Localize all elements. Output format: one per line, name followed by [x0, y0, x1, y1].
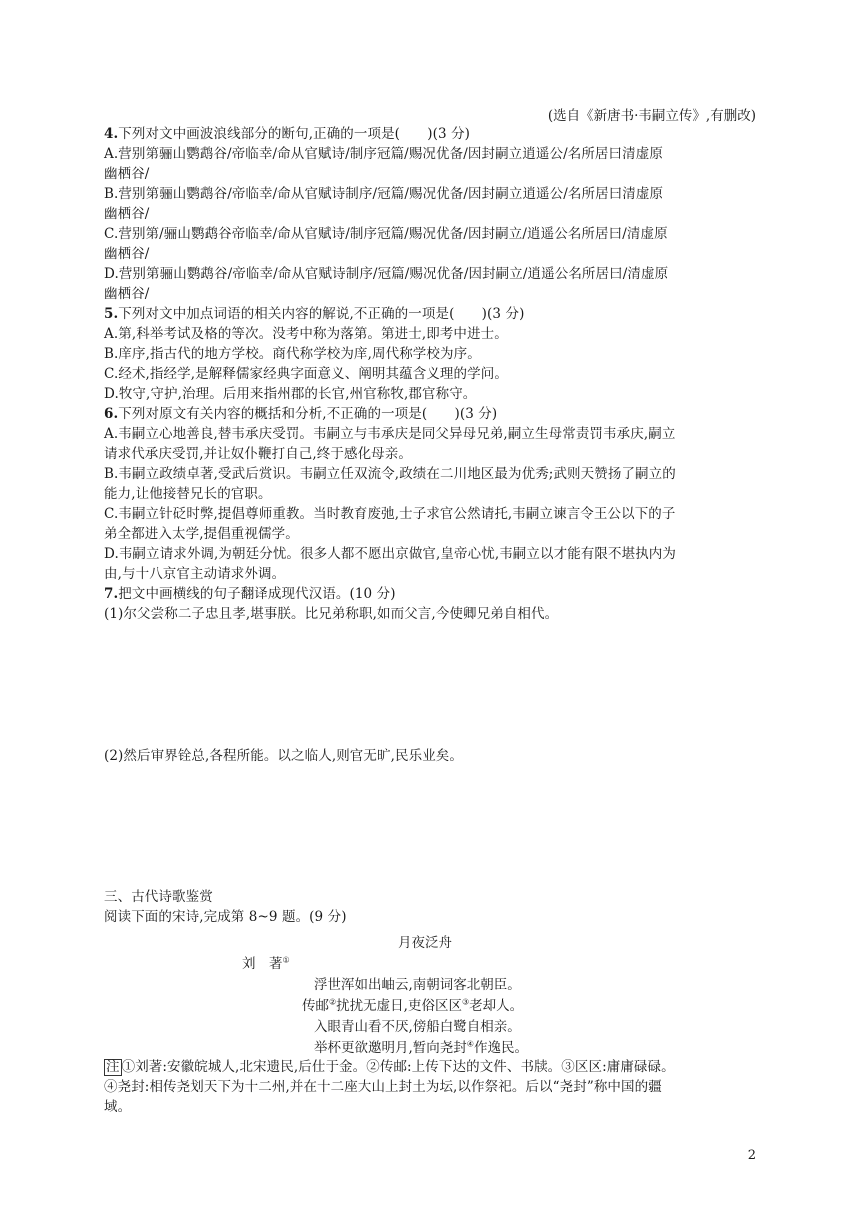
- note-line-1: [104, 1057, 675, 1077]
- poem-text: 作逸民。: [473, 1040, 528, 1056]
- poem-author: [242, 952, 290, 972]
- option-b: B.庠序,指古代的地方学校。商代称学校为庠,周代称学校为序。: [104, 346, 481, 362]
- option-a-line1: A.韦嗣立心地善良,替韦承庆受罚。韦嗣立与韦承庆是同父异母兄弟,嗣立生母常责罚韦承庆,嗣立: [104, 426, 676, 442]
- note-line-2: ④尧封:相传尧划天下为十二州,并在十二座大山上封土为坛,以作祭祀。后以“尧封”称中国的疆: [104, 1079, 662, 1095]
- question-text: 把文中画横线的句子翻译成现代汉语。(10 分): [118, 586, 396, 602]
- poem-line-4: [314, 1036, 528, 1056]
- source-citation: (选自《新唐书·韦嗣立传》,有删改): [547, 108, 756, 124]
- option-c-line1: C.韦嗣立针砭时弊,提倡尊师重教。当时教育废弛,士子求官公然请托,韦嗣立谏言令王公以下的子: [104, 506, 676, 522]
- question-7-stem: [104, 584, 396, 604]
- poem-line-2: [302, 994, 523, 1014]
- footnote-marker: ③: [461, 997, 470, 1007]
- page-number: 2: [747, 1148, 756, 1163]
- option-a-line2: 幽栖谷/: [104, 166, 150, 182]
- option-d-line2: 幽栖谷/: [104, 286, 150, 302]
- option-b-line2: 幽栖谷/: [104, 206, 150, 222]
- option-c-line2: 幽栖谷/: [104, 246, 150, 262]
- option-d: D.牧守,守护,治理。后用来指州郡的长官,州官称牧,郡官称守。: [104, 386, 477, 402]
- author-name: 刘 著: [242, 956, 283, 972]
- footnote-marker: ①: [282, 955, 290, 965]
- question-number: 4.: [104, 126, 119, 142]
- poem-text: 传邮: [302, 998, 329, 1014]
- question-number: 5.: [104, 306, 119, 322]
- question-number: 6.: [104, 406, 119, 422]
- note-label: 注: [106, 1059, 120, 1075]
- question-4-stem: [104, 124, 470, 144]
- poem-title: 月夜泛舟: [398, 935, 452, 951]
- section-title: 三、古代诗歌鉴赏: [104, 889, 213, 905]
- option-d-line2: 由,与十八京官主动请求外调。: [104, 566, 286, 582]
- question-text: 下列对原文有关内容的概括和分析,不正确的一项是( )(3 分): [118, 406, 498, 422]
- option-b-line1: B.韦嗣立政绩卓著,受武后赏识。韦嗣立任双流令,政绩在二川地区最为优秀;武则天赞扬了嗣立的: [104, 466, 676, 482]
- note-line-3: 域。: [104, 1099, 132, 1115]
- poem-line-3: 入眼青山看不厌,傍船白鹭自相亲。: [314, 1019, 521, 1035]
- question-text: 下列对文中画波浪线部分的断句,正确的一项是( )(3 分): [118, 126, 471, 142]
- option-d-line1: D.营别第骊山鹦鹉谷/帝临幸/命从官赋诗制序/冠篇/赐况优备/因封嗣立/逍遥公名所居曰/清虚原: [104, 266, 669, 282]
- translation-sentence-1: (1)尔父尝称二子忠且孝,堪事朕。比兄弟称职,如而父言,今使卿兄弟自相代。: [104, 606, 559, 622]
- option-b-line1: B.营别第骊山鹦鹉谷/帝临幸/命从官赋诗制序/冠篇/赐况优备/因封嗣立逍遥公/名所居曰清虚原: [104, 186, 664, 202]
- option-c: C.经术,指经学,是解释儒家经典字面意义、阐明其蕴含义理的学问。: [104, 366, 508, 382]
- question-text: 下列对文中加点词语的相关内容的解说,不正确的一项是( )(3 分): [118, 306, 525, 322]
- option-a: A.第,科举考试及格的等次。没考中称为落第。第进士,即考中进士。: [104, 326, 508, 342]
- option-a-line2: 请求代承庆受罚,并让奴仆鞭打自己,终于感化母亲。: [104, 446, 412, 462]
- poem-text: 举杯更欲邀明月,暂向尧封: [314, 1040, 467, 1056]
- option-a-line1: A.营别第骊山鹦鹉谷/帝临幸/命从官赋诗/制序冠篇/赐况优备/因封嗣立逍遥公/名所居曰清虚原: [104, 146, 663, 162]
- translation-sentence-2: (2)然后审界铨总,各程所能。以之临人,则官无旷,民乐业矣。: [104, 748, 463, 764]
- question-number: 7.: [104, 586, 119, 602]
- question-5-stem: [104, 304, 524, 324]
- footnote-marker: ②: [329, 997, 337, 1007]
- option-b-line2: 能力,让他接替兄长的官职。: [104, 486, 272, 502]
- poem-text: 老却人。: [469, 998, 524, 1014]
- note-text: ①刘著:安徽皖城人,北宋遗民,后仕于金。②传邮:上传下达的文件、书牍。③区区:庸庸碌碌。: [121, 1059, 675, 1075]
- poem-text: 扰扰无虚日,吏俗区区: [336, 998, 462, 1014]
- poem-line-1: 浮世浑如出岫云,南朝词客北朝臣。: [314, 977, 521, 993]
- footnote-marker: ④: [466, 1039, 474, 1049]
- question-6-stem: [104, 404, 497, 424]
- option-c-line2: 弟全都进入太学,提倡重视儒学。: [104, 526, 299, 542]
- section-intro: 阅读下面的宋诗,完成第 8~9 题。(9 分): [104, 909, 347, 925]
- option-c-line1: C.营别第/骊山鹦鹉谷帝临幸/命从官赋诗/制序冠篇/赐况优备/因封嗣立/逍遥公名所居曰/清虚原: [104, 226, 668, 242]
- option-d-line1: D.韦嗣立请求外调,为朝廷分忧。很多人都不愿出京做官,皇帝心忧,韦嗣立以才能有限不堪执内为: [104, 546, 677, 562]
